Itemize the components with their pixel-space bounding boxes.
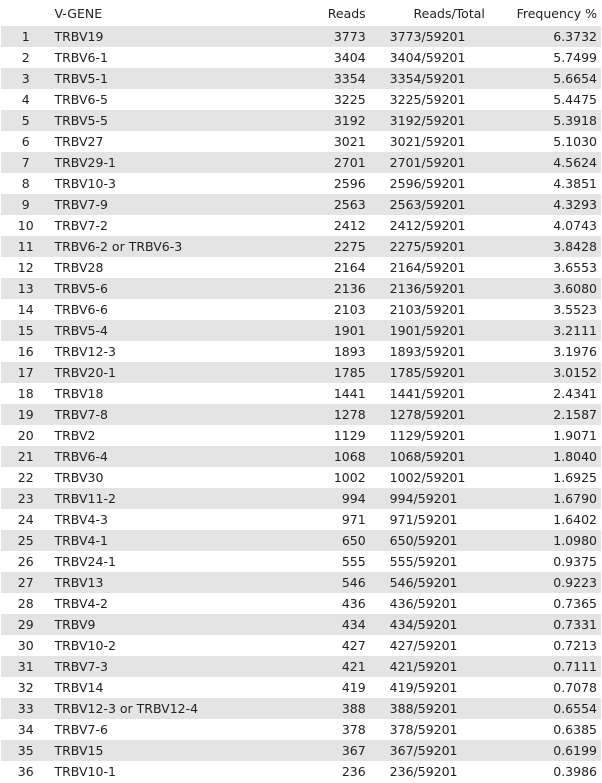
- row-reads-total: 1129/59201: [389, 428, 466, 443]
- table-row: [1, 68, 601, 89]
- row-index: 5: [21, 113, 30, 128]
- row-frequency: 1.0980: [553, 533, 597, 548]
- row-index: 23: [17, 491, 34, 506]
- row-frequency: 0.9223: [553, 575, 597, 590]
- row-reads-total: 3354/59201: [389, 71, 466, 86]
- table-row: [1, 383, 601, 404]
- row-index: 27: [17, 575, 34, 590]
- row-reads-total: 2103/59201: [389, 302, 466, 317]
- row-v-gene: TRBV7-9: [54, 197, 108, 212]
- table-row: [1, 761, 601, 782]
- row-index: 11: [17, 239, 34, 254]
- table-row: [1, 362, 601, 383]
- table-row: [1, 488, 601, 509]
- row-index: 12: [17, 260, 34, 275]
- table-row: [1, 656, 601, 677]
- row-v-gene: TRBV6-5: [54, 92, 108, 107]
- row-reads: 2596: [333, 176, 366, 191]
- table-row: [1, 509, 601, 530]
- row-v-gene: TRBV6-1: [54, 50, 108, 65]
- table-row: [1, 677, 601, 698]
- row-index: 13: [17, 281, 34, 296]
- row-index: 1: [21, 29, 30, 44]
- table-row: [1, 635, 601, 656]
- row-index: 30: [17, 638, 34, 653]
- row-reads: 3404: [333, 50, 366, 65]
- row-frequency: 3.6080: [553, 281, 597, 296]
- row-reads: 650: [341, 533, 366, 548]
- row-reads-total: 388/59201: [389, 701, 458, 716]
- row-v-gene: TRBV10-2: [54, 638, 116, 653]
- row-reads: 421: [341, 659, 366, 674]
- row-frequency: 3.6553: [553, 260, 597, 275]
- row-v-gene: TRBV7-8: [54, 407, 108, 422]
- row-index: 32: [17, 680, 34, 695]
- row-index: 17: [17, 365, 34, 380]
- row-reads: 1441: [333, 386, 366, 401]
- row-reads-total: 2136/59201: [389, 281, 466, 296]
- header-row: [1, 0, 601, 26]
- row-reads: 1785: [333, 365, 366, 380]
- row-reads-total: 2275/59201: [389, 239, 466, 254]
- row-frequency: 0.6385: [553, 722, 597, 737]
- row-index: 9: [21, 197, 30, 212]
- table-row: [1, 173, 601, 194]
- row-reads: 367: [341, 743, 366, 758]
- row-index: 19: [17, 407, 34, 422]
- row-reads: 3021: [333, 134, 366, 149]
- table-row: [1, 530, 601, 551]
- row-reads: 1068: [333, 449, 366, 464]
- row-v-gene: TRBV4-3: [54, 512, 108, 527]
- row-v-gene: TRBV28: [54, 260, 104, 275]
- row-reads: 994: [341, 491, 366, 506]
- row-index: 21: [17, 449, 34, 464]
- row-v-gene: TRBV6-2 or TRBV6-3: [54, 239, 183, 254]
- row-reads-total: 436/59201: [389, 596, 458, 611]
- row-index: 33: [17, 701, 34, 716]
- row-reads: 378: [341, 722, 366, 737]
- row-v-gene: TRBV7-3: [54, 659, 108, 674]
- row-reads: 2275: [333, 239, 366, 254]
- row-v-gene: TRBV15: [54, 743, 104, 758]
- row-index: 20: [17, 428, 34, 443]
- row-v-gene: TRBV14: [54, 680, 104, 695]
- row-index: 24: [17, 512, 34, 527]
- row-v-gene: TRBV6-4: [54, 449, 108, 464]
- row-v-gene: TRBV10-3: [54, 176, 116, 191]
- row-frequency: 4.0743: [553, 218, 597, 233]
- row-reads-total: 546/59201: [389, 575, 458, 590]
- header-reads: Reads: [327, 5, 366, 21]
- row-reads: 1002: [333, 470, 366, 485]
- row-frequency: 6.3732: [553, 29, 597, 44]
- row-v-gene: TRBV29-1: [54, 155, 116, 170]
- row-reads-total: 3225/59201: [389, 92, 466, 107]
- row-reads-total: 427/59201: [389, 638, 458, 653]
- row-reads: 2164: [333, 260, 366, 275]
- row-frequency: 4.3851: [553, 176, 597, 191]
- header-index: [1, 0, 50, 26]
- table-row: [1, 698, 601, 719]
- table-row: [1, 110, 601, 131]
- row-frequency: 3.8428: [553, 239, 597, 254]
- row-reads-total: 971/59201: [389, 512, 458, 527]
- row-reads-total: 434/59201: [389, 617, 458, 632]
- row-reads-total: 421/59201: [389, 659, 458, 674]
- row-reads-total: 1278/59201: [389, 407, 466, 422]
- row-index: 4: [21, 92, 30, 107]
- row-v-gene: TRBV10-1: [54, 764, 116, 779]
- row-reads-total: 2412/59201: [389, 218, 466, 233]
- row-frequency: 5.3918: [553, 113, 597, 128]
- row-frequency: 0.6554: [553, 701, 597, 716]
- table-body: [1, 26, 601, 782]
- row-v-gene: TRBV2: [54, 428, 96, 443]
- row-reads: 427: [341, 638, 366, 653]
- row-v-gene: TRBV9: [54, 617, 96, 632]
- row-frequency: 1.6402: [553, 512, 597, 527]
- row-reads: 2563: [333, 197, 366, 212]
- table-row: [1, 131, 601, 152]
- row-reads-total: 555/59201: [389, 554, 458, 569]
- row-frequency: 4.3293: [553, 197, 597, 212]
- row-v-gene: TRBV7-2: [54, 218, 108, 233]
- row-reads: 3225: [333, 92, 366, 107]
- row-index: 14: [17, 302, 34, 317]
- row-v-gene: TRBV11-2: [54, 491, 116, 506]
- row-reads: 1901: [333, 323, 366, 338]
- row-index: 6: [21, 134, 30, 149]
- row-index: 16: [17, 344, 34, 359]
- row-frequency: 3.5523: [553, 302, 597, 317]
- row-reads: 2136: [333, 281, 366, 296]
- row-reads-total: 2701/59201: [389, 155, 466, 170]
- row-frequency: 1.6925: [553, 470, 597, 485]
- table-row: [1, 572, 601, 593]
- row-index: 22: [17, 470, 34, 485]
- row-reads-total: 2596/59201: [389, 176, 466, 191]
- row-reads: 419: [341, 680, 366, 695]
- row-v-gene: TRBV6-6: [54, 302, 108, 317]
- row-frequency: 4.5624: [553, 155, 597, 170]
- row-reads-total: 1068/59201: [389, 449, 466, 464]
- row-v-gene: TRBV18: [54, 386, 104, 401]
- row-v-gene: TRBV7-6: [54, 722, 108, 737]
- row-v-gene: TRBV12-3: [54, 344, 116, 359]
- row-reads-total: 2563/59201: [389, 197, 466, 212]
- row-reads-total: 1901/59201: [389, 323, 466, 338]
- row-index: 18: [17, 386, 34, 401]
- row-index: 10: [17, 218, 34, 233]
- row-index: 26: [17, 554, 34, 569]
- row-v-gene: TRBV5-6: [54, 281, 108, 296]
- row-reads: 3192: [333, 113, 366, 128]
- row-reads: 434: [341, 617, 366, 632]
- row-reads: 2103: [333, 302, 366, 317]
- table-header: [1, 0, 601, 26]
- row-index: 36: [17, 764, 34, 779]
- row-reads-total: 650/59201: [389, 533, 458, 548]
- row-reads-total: 994/59201: [389, 491, 458, 506]
- row-frequency: 0.7078: [553, 680, 597, 695]
- row-frequency: 2.4341: [553, 386, 597, 401]
- row-v-gene: TRBV5-5: [54, 113, 108, 128]
- row-frequency: 3.2111: [553, 323, 597, 338]
- table-row: [1, 719, 601, 740]
- row-reads: 236: [341, 764, 366, 779]
- row-reads: 546: [341, 575, 366, 590]
- row-reads-total: 367/59201: [389, 743, 458, 758]
- row-index: 8: [21, 176, 30, 191]
- row-reads: 1278: [333, 407, 366, 422]
- row-reads-total: 2164/59201: [389, 260, 466, 275]
- row-reads: 1893: [333, 344, 366, 359]
- row-frequency: 5.6654: [553, 71, 597, 86]
- row-v-gene: TRBV13: [54, 575, 104, 590]
- row-reads: 3354: [333, 71, 366, 86]
- table-row: [1, 740, 601, 761]
- table-row: [1, 551, 601, 572]
- row-v-gene: TRBV4-1: [54, 533, 108, 548]
- row-reads: 2701: [333, 155, 366, 170]
- row-index: 31: [17, 659, 34, 674]
- row-v-gene: TRBV5-4: [54, 323, 108, 338]
- table-row: [1, 425, 601, 446]
- row-frequency: 1.6790: [553, 491, 597, 506]
- row-reads: 971: [341, 512, 366, 527]
- row-v-gene: TRBV5-1: [54, 71, 108, 86]
- v-gene-frequency-table: [1, 0, 601, 782]
- row-reads-total: 3404/59201: [389, 50, 466, 65]
- row-frequency: 0.9375: [553, 554, 597, 569]
- table-row: [1, 278, 601, 299]
- row-frequency: 1.8040: [553, 449, 597, 464]
- table-row: [1, 467, 601, 488]
- row-reads-total: 1002/59201: [389, 470, 466, 485]
- table-row: [1, 26, 601, 47]
- row-frequency: 5.1030: [553, 134, 597, 149]
- header-reads-total: Reads/Total: [413, 5, 485, 21]
- row-index: 28: [17, 596, 34, 611]
- row-frequency: 3.0152: [553, 365, 597, 380]
- table-row: [1, 593, 601, 614]
- row-reads-total: 236/59201: [389, 764, 458, 779]
- table-row: [1, 404, 601, 425]
- table-row: [1, 446, 601, 467]
- row-reads-total: 1893/59201: [389, 344, 466, 359]
- table-row: [1, 341, 601, 362]
- row-index: 35: [17, 743, 34, 758]
- row-reads-total: 3192/59201: [389, 113, 466, 128]
- row-reads-total: 419/59201: [389, 680, 458, 695]
- row-reads: 388: [341, 701, 366, 716]
- table-row: [1, 236, 601, 257]
- row-frequency: 5.4475: [553, 92, 597, 107]
- row-frequency: 1.9071: [553, 428, 597, 443]
- row-reads-total: 378/59201: [389, 722, 458, 737]
- row-frequency: 3.1976: [553, 344, 597, 359]
- row-index: 34: [17, 722, 34, 737]
- row-v-gene: TRBV19: [54, 29, 104, 44]
- row-index: 2: [21, 50, 30, 65]
- row-frequency: 0.7111: [553, 659, 597, 674]
- row-reads: 3773: [333, 29, 366, 44]
- row-index: 25: [17, 533, 34, 548]
- row-frequency: 0.7213: [553, 638, 597, 653]
- table-row: [1, 257, 601, 278]
- table-row: [1, 152, 601, 173]
- row-v-gene: TRBV4-2: [54, 596, 108, 611]
- table-row: [1, 614, 601, 635]
- row-reads: 1129: [333, 428, 366, 443]
- row-frequency: 5.7499: [553, 50, 597, 65]
- row-index: 7: [21, 155, 30, 170]
- row-reads-total: 3773/59201: [389, 29, 466, 44]
- row-v-gene: TRBV12-3 or TRBV12-4: [54, 701, 199, 716]
- row-reads: 555: [341, 554, 366, 569]
- row-reads-total: 1441/59201: [389, 386, 466, 401]
- row-index: 3: [21, 71, 30, 86]
- row-v-gene: TRBV30: [54, 470, 104, 485]
- row-index: 15: [17, 323, 34, 338]
- row-reads: 436: [341, 596, 366, 611]
- table-row: [1, 47, 601, 68]
- header-v-gene: V-GENE: [54, 5, 103, 21]
- row-reads-total: 3021/59201: [389, 134, 466, 149]
- row-v-gene: TRBV20-1: [54, 365, 116, 380]
- row-reads-total: 1785/59201: [389, 365, 466, 380]
- row-frequency: 0.3986: [553, 764, 597, 779]
- row-frequency: 0.7365: [553, 596, 597, 611]
- row-frequency: 0.7331: [553, 617, 597, 632]
- table-row: [1, 194, 601, 215]
- row-frequency: 0.6199: [553, 743, 597, 758]
- header-frequency: Frequency %: [516, 5, 597, 21]
- table-row: [1, 299, 601, 320]
- row-frequency: 2.1587: [553, 407, 597, 422]
- row-reads: 2412: [333, 218, 366, 233]
- table-row: [1, 89, 601, 110]
- table-row: [1, 320, 601, 341]
- row-v-gene: TRBV24-1: [54, 554, 116, 569]
- row-index: 29: [17, 617, 34, 632]
- row-v-gene: TRBV27: [54, 134, 104, 149]
- table-row: [1, 215, 601, 236]
